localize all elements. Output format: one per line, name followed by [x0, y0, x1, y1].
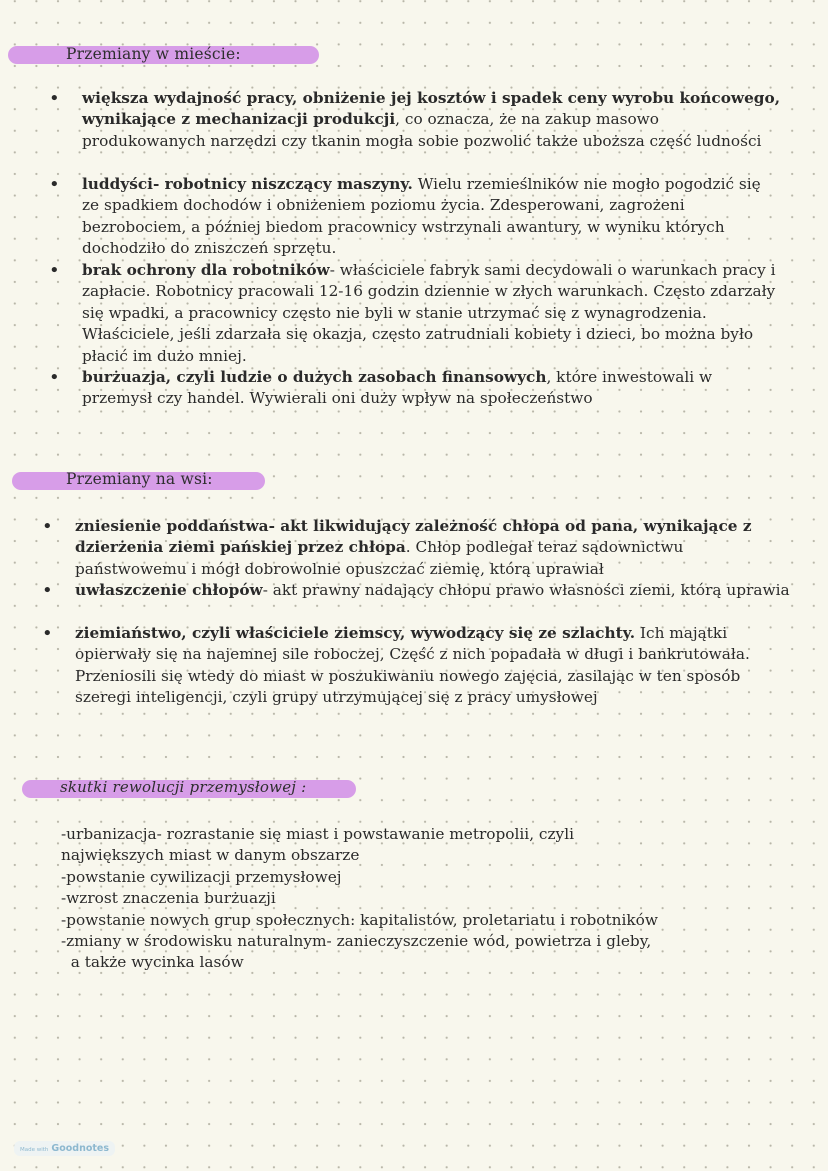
list-item: • luddyści- robotnicy niszczący maszyny. Wielu rzemieślników nie mogło pogodzić się ze spadkiem dochodów i obniżeniem poziomu życia. Zdesperowani, zagrożeni bezrobociem, a później biedom pracownicy wstrzynali awantury, w wyniku których dochodziło do zniszczeń sprzętu. — [49, 174, 761, 258]
badge-small-text: Made with — [20, 1147, 49, 1153]
list-item: • zniesienie poddaństwa- akt likwidujący zależność chłopa od pana, wynikające z dzierżenia ziemi pańskiej przez chłopa. Chłop podlegał teraz sądownictwu państwowemu i mógł dobrowolnie opuszczać ziemię, którą uprawiał — [42, 516, 752, 578]
badge-brand-text: Goodnotes — [51, 1143, 110, 1154]
bullet-icon: • — [49, 367, 60, 388]
bullet-list — [49, 88, 782, 410]
effect-line: -wzrost znaczenia burżuazji — [61, 889, 276, 908]
effect-line: -zmiany w środowisku naturalnym- zanieczyszczenie wód, powietrza i gleby, — [61, 932, 652, 951]
effect-line: -urbanizacja- rozrastanie się miast i powstawanie metropolii, czyli — [61, 825, 574, 843]
bullet-icon: • — [49, 88, 60, 109]
list-item: • ziemiaństwo, czyli właściciele ziemscy, wywodzący się ze szlachty. Ich majątki opierwały się na najemnej sile roboczej, Część z nich popadała w długi i bankrutowała. Przeniosili się wtedy do miast w poszukiwaniu nowego zajęcia, zasilając w ten sposób szeregi inteligencji, czyli grupy utrzymującej się z pracy umysłowej — [42, 623, 750, 707]
bullet-icon: • — [49, 174, 60, 195]
bullet-icon: • — [42, 516, 53, 537]
list-item: • brak ochrony dla robotników- właściciele fabryk sami decydowali o warunkach pracy i zapłacie. Robotnicy pracowali 12-16 godzin dziennie w złych warunkach. Często zdarzały się wpadki, a pracownicy często nie byli w stanie utrzymać się z wynagrodzenia. Właściciele, jeśli zdarzała się okazja, często zatrudniali kobiety i dzieci, bo można było płacić im dużo mniej. — [49, 260, 776, 365]
section-heading: Przemiany w mieście: — [66, 45, 241, 63]
bullet-icon: • — [42, 580, 53, 601]
effect-line: a także wycinka lasów — [61, 953, 244, 972]
list-item: • burżuazja, czyli ludzie o dużych zasobach finansowych, które inwestowali w przemysł czy handel. Wywierali oni duży wpływ na społeczeństwo — [49, 367, 713, 408]
section-heading: Przemiany na wsi: — [66, 470, 213, 488]
effect-line: -powstanie nowych grup społecznych: kapitalistów, proletariatu i robotników — [61, 910, 658, 929]
bullet-list — [42, 516, 790, 730]
effect-line: największych miast w danym obszarze — [61, 846, 360, 865]
bullet-icon: • — [42, 623, 53, 644]
goodnotes-badge — [14, 1141, 115, 1156]
list-item: • uwłaszczenie chłopów- akt prawny nadający chłopu prawo własności ziemi, którą uprawia — [42, 580, 790, 601]
list-item: • większa wydajność pracy, obniżenie jej kosztów i spadek ceny wyrobu końcowego, wynikające z mechanizacji produkcji, co oznacza, że na zakup masowo produkowanych narzędzi czy tkanin mogła sobie pozwolić także uboższa część ludności — [49, 88, 781, 150]
effects-list — [61, 824, 658, 974]
effect-line: -powstanie cywilizacji przemysłowej — [61, 867, 342, 886]
section-heading: skutki rewolucji przemysłowej : — [60, 778, 307, 796]
bullet-icon: • — [49, 260, 60, 281]
